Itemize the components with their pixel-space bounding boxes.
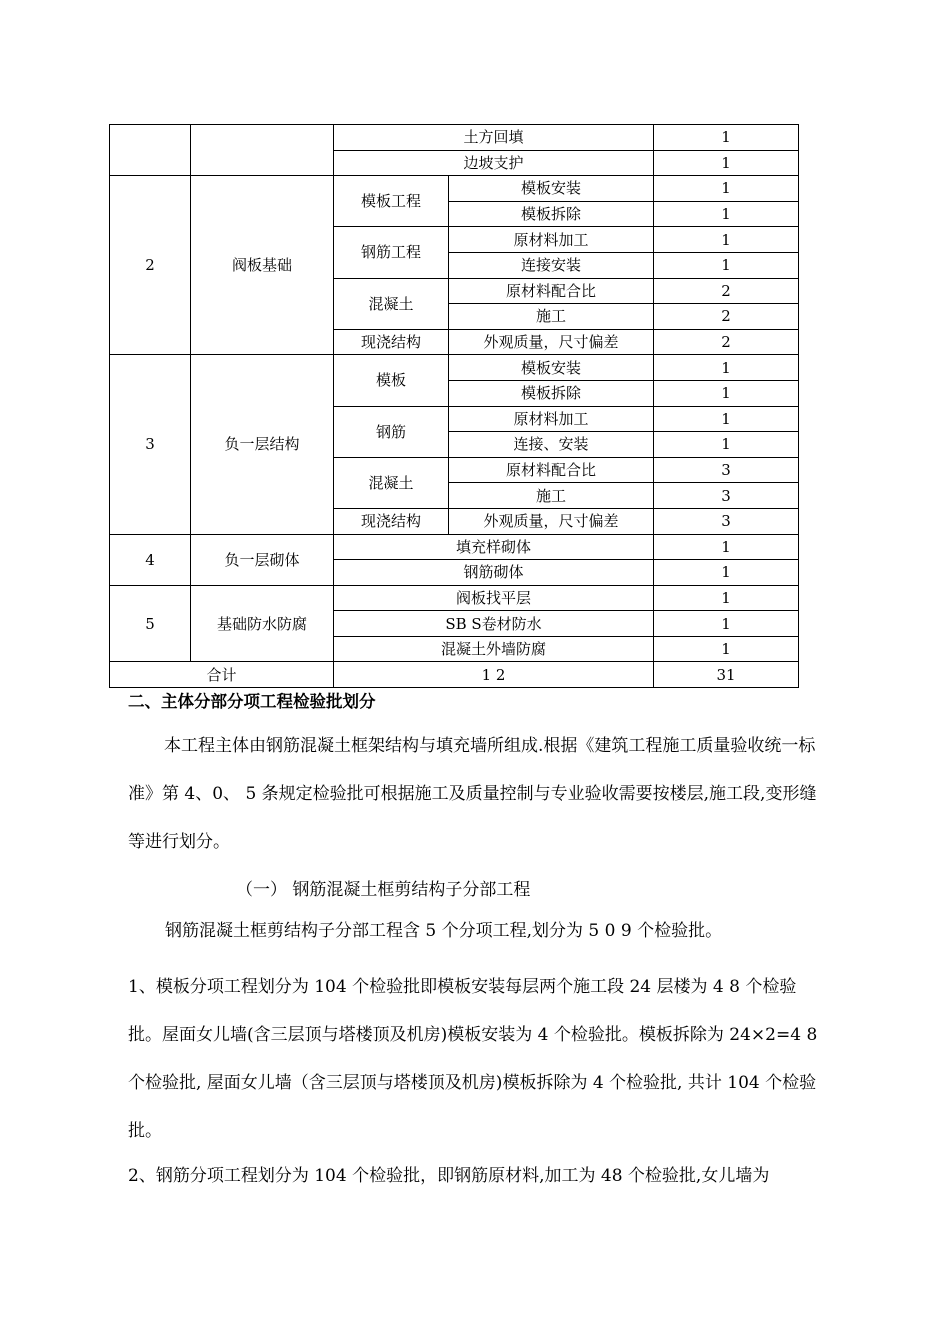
table-cell	[191, 125, 334, 176]
table-cell: SB S卷材防水	[334, 611, 654, 637]
table-cell: 土方回填	[334, 125, 654, 151]
table-cell: 原材料加工	[449, 406, 654, 432]
table-cell: 5	[110, 585, 191, 662]
item-1-paragraph: 1、模板分项工程划分为 104 个检验批即模板安装每层两个施工段 24 层楼为 4 8 个检验批。屋面女儿墙(含三层顶与塔楼顶及机房)模板安装为 4 个检验批。模板拆除为 24×2=4 8 个检验批, 屋面女儿墙（含三层顶与塔楼顶及机房)模板拆除为 4 个检验批, 共计 104 个检验批。	[128, 977, 818, 1141]
table-cell: 1	[654, 432, 799, 458]
table-cell: 1	[654, 380, 799, 406]
table-cell: 2	[654, 304, 799, 330]
sub-heading: （一） 钢筋混凝土框剪结构子分部工程	[236, 880, 531, 900]
table-cell: 现浇结构	[334, 329, 449, 355]
table-cell: 施工	[449, 304, 654, 330]
table-cell: 模板	[334, 355, 449, 406]
table-cell: 模板拆除	[449, 201, 654, 227]
intro-paragraph: 本工程主体由钢筋混凝土框架结构与填充墙所组成.根据《建筑工程施工质量验收统一标准》第 4、0、 5 条规定检验批可根据施工及质量控制与专业验收需要按楼层,施工段,变形缝等进行划分。	[128, 736, 817, 852]
table-cell: 1	[654, 252, 799, 278]
table-total-row	[110, 662, 799, 688]
table-cell: 原材料加工	[449, 227, 654, 253]
section-heading: 二、主体分部分项工程检验批划分	[128, 692, 376, 711]
total-label: 合计	[110, 662, 334, 688]
table-cell: 1	[654, 201, 799, 227]
table-cell: 3	[110, 355, 191, 534]
table-cell: 1	[654, 636, 799, 662]
table-cell: 外观质量，尺寸偏差	[449, 329, 654, 355]
table-cell: 负一层砌体	[191, 534, 334, 585]
table-cell: 1	[654, 176, 799, 202]
table-cell: 钢筋	[334, 406, 449, 457]
table-cell: 1	[654, 227, 799, 253]
table-cell: 钢筋砌体	[334, 560, 654, 586]
table-cell: 原材料配合比	[449, 457, 654, 483]
table-cell: 钢筋工程	[334, 227, 449, 278]
table-row	[110, 176, 799, 202]
table-row	[110, 585, 799, 611]
table-cell: 模板安装	[449, 176, 654, 202]
item-2-paragraph: 2、钢筋分项工程划分为 104 个检验批，即钢筋原材料,加工为 48 个检验批,女儿墙为	[128, 1166, 770, 1186]
total-sum: 31	[654, 662, 799, 688]
table-cell: 2	[110, 176, 191, 355]
table-cell: 1	[654, 150, 799, 176]
table-cell: 2	[654, 329, 799, 355]
table-cell: 1	[654, 534, 799, 560]
table-cell: 基础防水防腐	[191, 585, 334, 662]
table-cell: 原材料配合比	[449, 278, 654, 304]
table-cell	[110, 125, 191, 176]
table-row	[110, 125, 799, 151]
table-cell: 阀板找平层	[334, 585, 654, 611]
table-cell: 施工	[449, 483, 654, 509]
table-cell: 1	[654, 406, 799, 432]
table-cell: 混凝土	[334, 278, 449, 329]
table-cell: 连接安装	[449, 252, 654, 278]
table-cell: 1	[654, 125, 799, 151]
table-cell: 阀板基础	[191, 176, 334, 355]
table-cell: 1	[654, 560, 799, 586]
table-cell: 混凝土	[334, 457, 449, 508]
table-cell: 模板拆除	[449, 380, 654, 406]
table-row	[110, 534, 799, 560]
table-cell: 模板安装	[449, 355, 654, 381]
table-cell: 边坡支护	[334, 150, 654, 176]
sub-intro-paragraph: 钢筋混凝土框剪结构子分部工程含 5 个分项工程,划分为 5 0 9 个检验批。	[165, 921, 723, 941]
table-cell: 4	[110, 534, 191, 585]
table-cell: 混凝土外墙防腐	[334, 636, 654, 662]
table-cell: 连接、安装	[449, 432, 654, 458]
table-cell: 1	[654, 611, 799, 637]
table-cell: 1	[654, 585, 799, 611]
table-cell: 2	[654, 278, 799, 304]
table-cell: 3	[654, 457, 799, 483]
total-mid: 1 2	[334, 662, 654, 688]
inspection-lot-table	[109, 124, 799, 688]
table-cell: 填充样砌体	[334, 534, 654, 560]
table-cell: 3	[654, 483, 799, 509]
table-cell: 外观质量，尺寸偏差	[449, 508, 654, 534]
table-row	[110, 355, 799, 381]
table-cell: 3	[654, 508, 799, 534]
table-cell: 现浇结构	[334, 508, 449, 534]
table-cell: 负一层结构	[191, 355, 334, 534]
table-cell: 1	[654, 355, 799, 381]
table-cell: 模板工程	[334, 176, 449, 227]
